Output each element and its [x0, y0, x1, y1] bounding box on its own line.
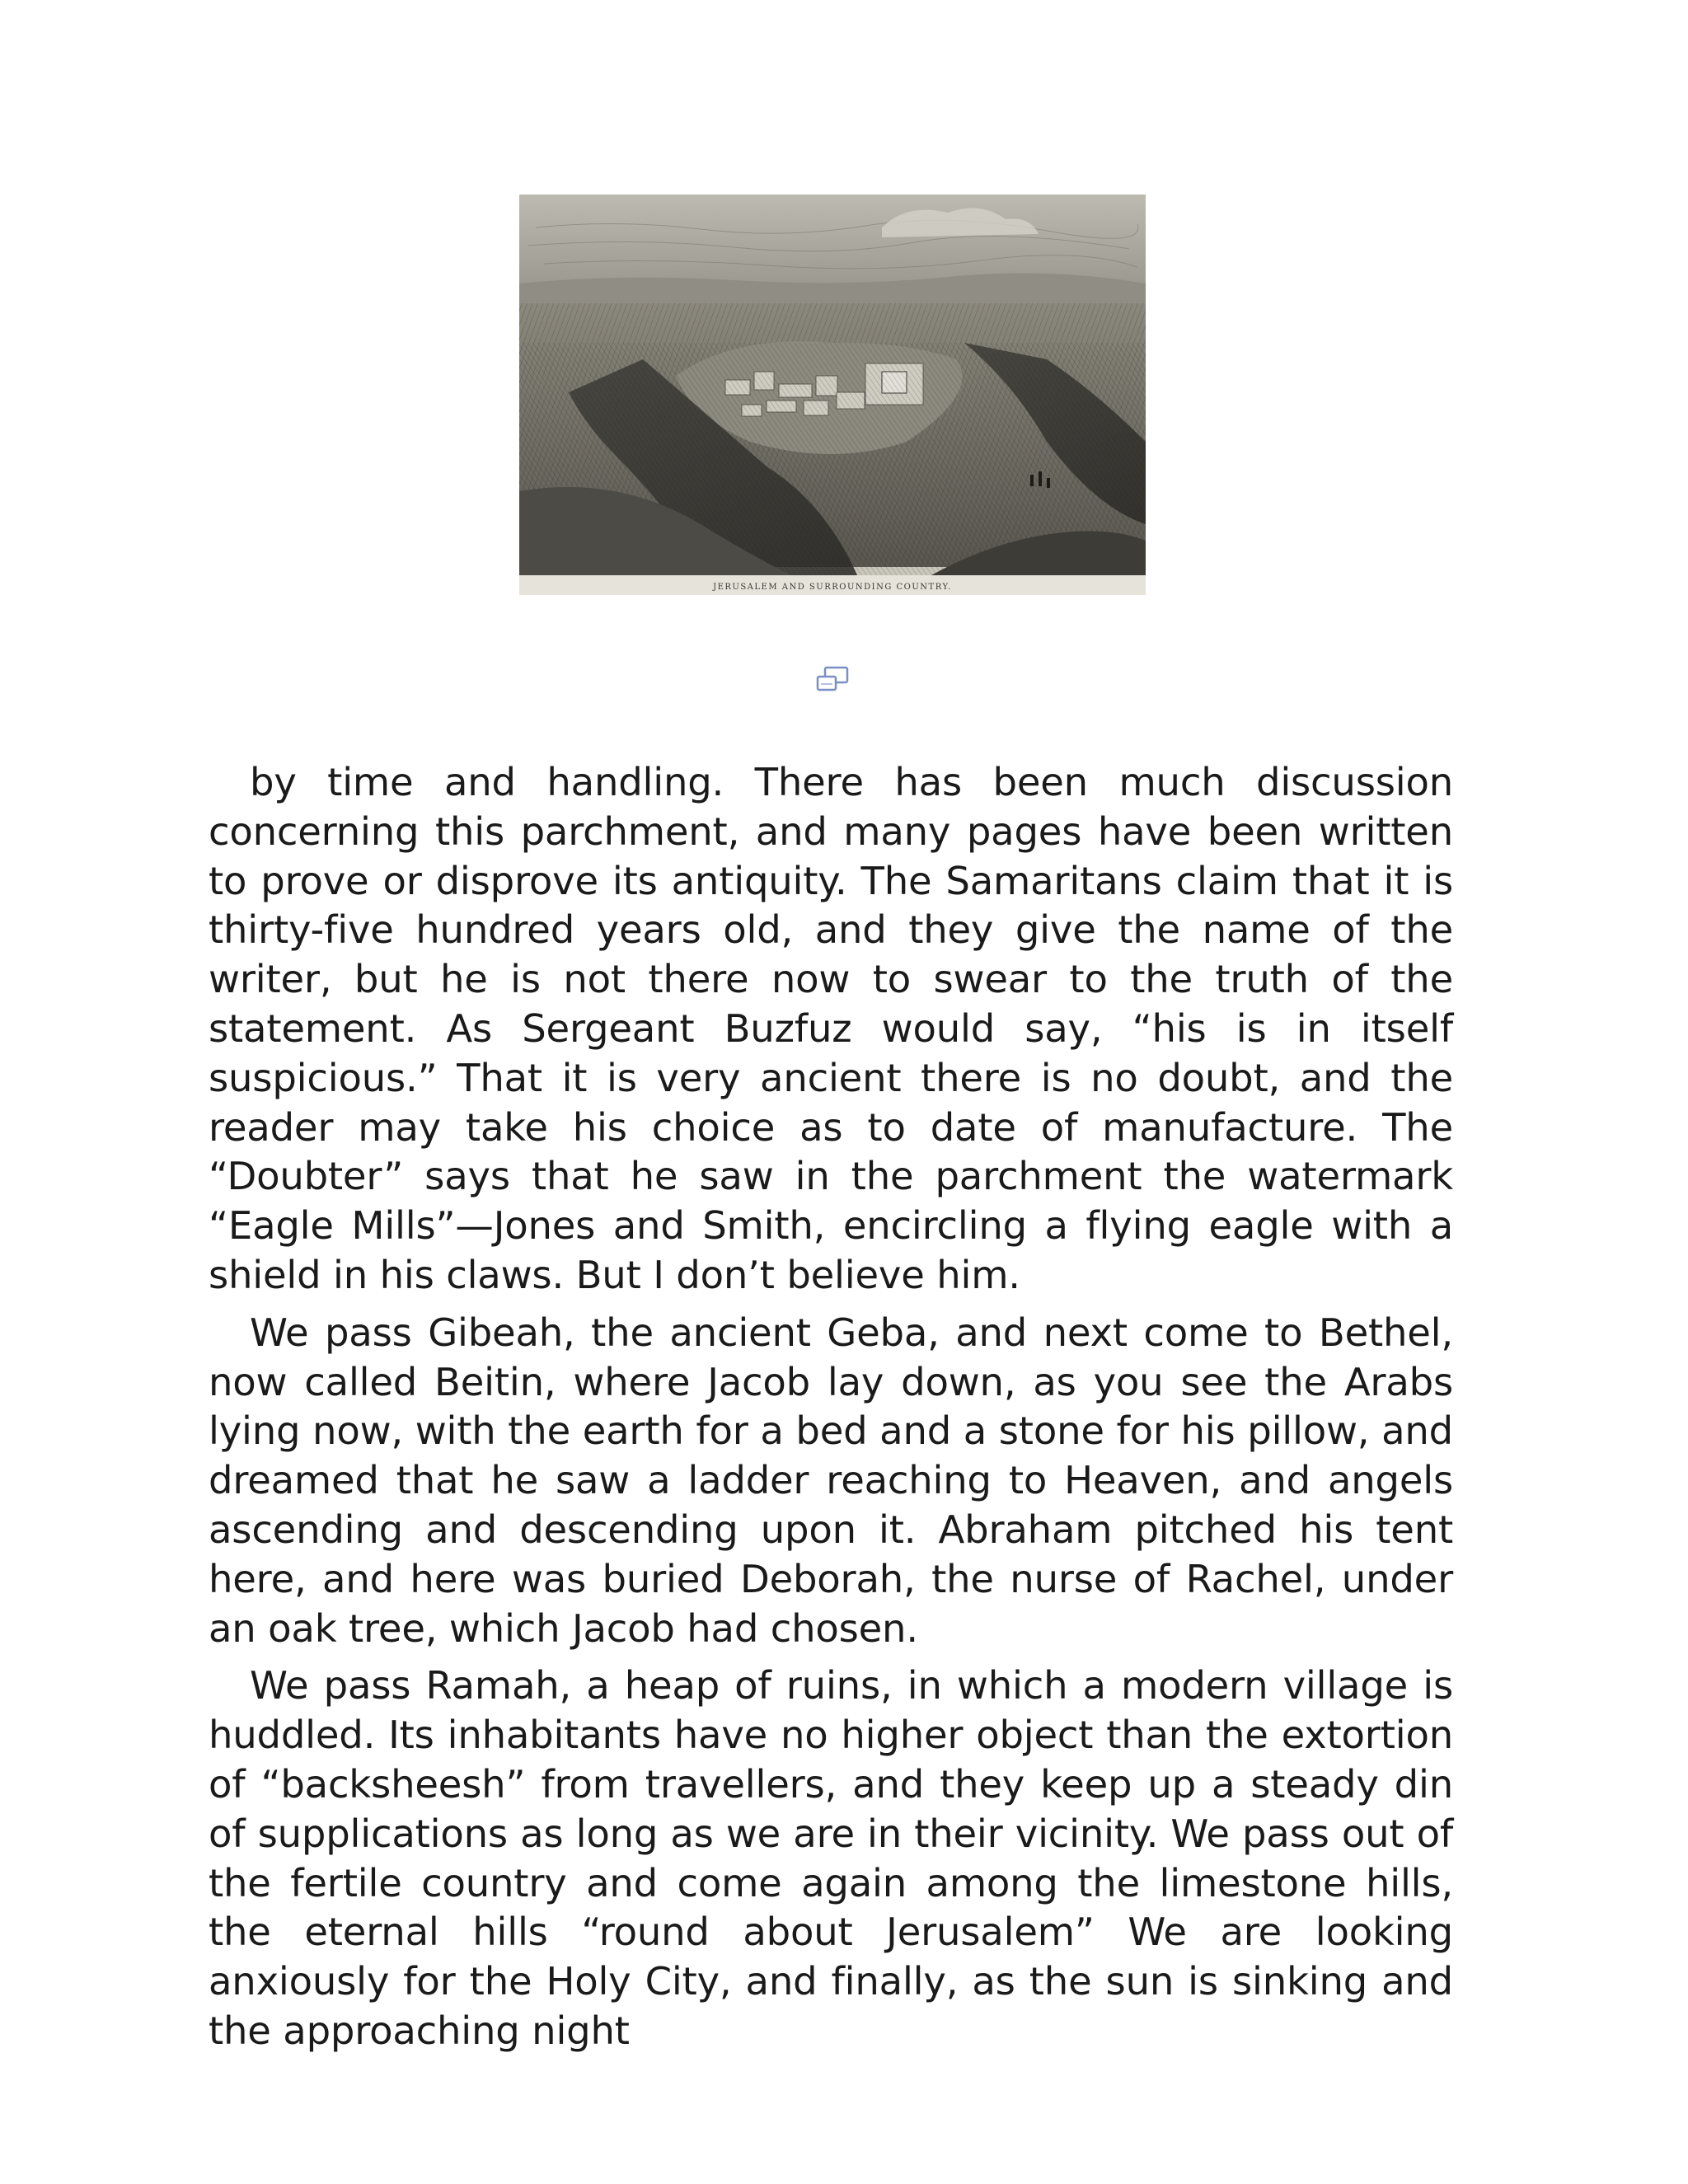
paragraph-2: We pass Gibeah, the ancient Geba, and next come to Bethel, now called Beitin, where Jacob lay down, as you see the Arabs lying now, with the earth for a bed and a stone for his pillow, and dreamed that he saw a ladder reaching to Heaven, and angels ascending and descending upon it. Abraham pitched his tent here, and here was buried Deborah, the nurse of Rachel, under an oak tree, which Jacob had chosen.	[209, 1310, 1453, 1651]
engraving-jerusalem-illustration	[519, 194, 1146, 595]
paragraph-3: We pass Ramah, a heap of ruins, in which a modern village is huddled. Its inhabitants have no higher object than the extortion of “backsheesh” from travellers, and they keep up a steady din of supplications as long as we are in their vicinity. We pass out of the fertile country and come again among the limestone hills, the eternal hills “round about Jerusalem” We are looking anxiously for the Holy City, and finally, as the sun is sinking and the approaching night	[209, 1663, 1453, 2053]
expand-image-icon[interactable]	[814, 664, 851, 694]
engraving-figure	[519, 194, 1146, 595]
body-text	[209, 758, 1453, 2064]
figure-caption: JERUSALEM AND SURROUNDING COUNTRY.	[713, 583, 952, 592]
paragraph-1: by time and handling. There has been much discussion concerning this parchment, and many pages have been written to prove or disprove its antiquity. The Samaritans claim that it is thirty-five hundred years old, and they give the name of the writer, but he is not there now to swear to the truth of the statement. As Sergeant Buzfuz would say, “his is in itself suspicious.” That it is very ancient there is no doubt, and the reader may take his choice as to date of manufacture. The “Doubter” says that he saw in the parchment the watermark “Eagle Mills”—Jones and Smith, encircling a flying eagle with a shield in his claws. But I don’t believe him.	[209, 760, 1453, 1297]
